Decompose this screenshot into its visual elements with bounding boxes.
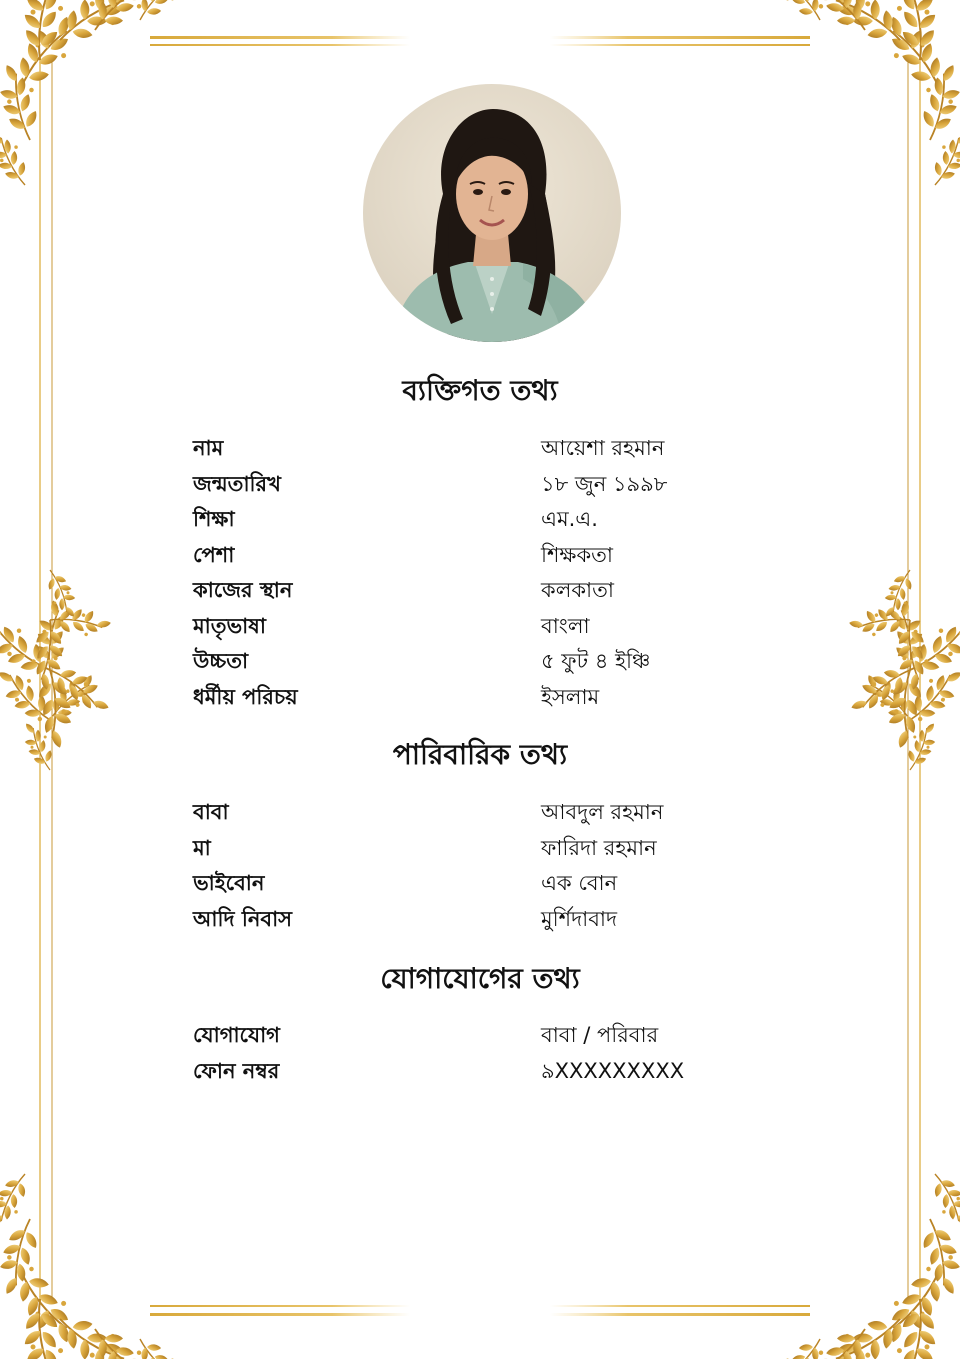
row-label: উচ্চতা: [193, 649, 249, 673]
info-row-workplace: [0, 575, 960, 611]
info-row-phone: [0, 1056, 960, 1092]
info-row-mother: [0, 833, 960, 869]
row-value: কলকাতা: [541, 578, 614, 602]
corner-vine-top-right: [768, 0, 960, 188]
row-label: শিক্ষা: [193, 507, 235, 531]
family-section-title: পারিবারিক তথ্য: [392, 738, 568, 771]
row-value: ইসলাম: [541, 684, 600, 709]
row-value: ফারিদা রহমান: [541, 835, 657, 860]
row-value: বাংলা: [541, 613, 590, 638]
row-label: বাবা: [193, 800, 229, 824]
corner-vine-bottom-left: [0, 1171, 192, 1359]
row-value: শিক্ষকতা: [541, 542, 613, 567]
info-row-birthdate: [0, 469, 960, 505]
personal-info-list: [0, 433, 960, 717]
info-row-father: [0, 797, 960, 833]
info-row-education: [0, 504, 960, 540]
row-label: যোগাযোগ: [193, 1023, 280, 1047]
corner-vine-top-left: [0, 0, 192, 188]
row-value: আয়েশা রহমান: [541, 436, 665, 460]
row-value: এম.এ.: [541, 507, 598, 531]
info-row-contact: [0, 1020, 960, 1056]
row-value: বাবা / পরিবার: [541, 1023, 659, 1047]
row-label: পেশা: [193, 542, 235, 567]
row-label: নাম: [193, 436, 224, 460]
row-value: ৫ ফুট ৪ ইঞ্চি: [541, 649, 651, 673]
row-value: ৯XXXXXXXXX: [541, 1058, 685, 1083]
row-label: জন্মতারিখ: [193, 471, 281, 496]
row-label: ফোন নম্বর: [193, 1058, 280, 1083]
personal-section-title: ব্যক্তিগত তথ্য: [402, 374, 558, 407]
info-row-mother-tongue: [0, 611, 960, 647]
info-row-name: [0, 433, 960, 469]
info-row-hometown: [0, 904, 960, 940]
row-label: কাজের স্থান: [193, 578, 293, 602]
row-label: ভাইবোন: [193, 871, 265, 895]
row-label: ধর্মীয় পরিচয়: [193, 684, 298, 709]
contact-section-title: যোগাযোগের তথ্য: [380, 962, 580, 995]
corner-vine-bottom-right: [768, 1171, 960, 1359]
contact-info-list: [0, 1020, 960, 1091]
row-value: মুর্শিদাবাদ: [541, 906, 618, 931]
row-label: আদি নিবাস: [193, 906, 293, 931]
row-value: ১৮ জুন ১৯৯৮: [541, 471, 668, 496]
profile-photo: [363, 84, 621, 342]
row-label: মাতৃভাষা: [193, 613, 266, 638]
info-row-siblings: [0, 868, 960, 904]
row-value: আবদুল রহমান: [541, 800, 664, 824]
row-label: মা: [193, 835, 211, 860]
family-info-list: [0, 797, 960, 939]
info-row-profession: [0, 540, 960, 576]
row-value: এক বোন: [541, 871, 618, 895]
info-row-height: [0, 646, 960, 682]
info-row-religion: [0, 682, 960, 718]
